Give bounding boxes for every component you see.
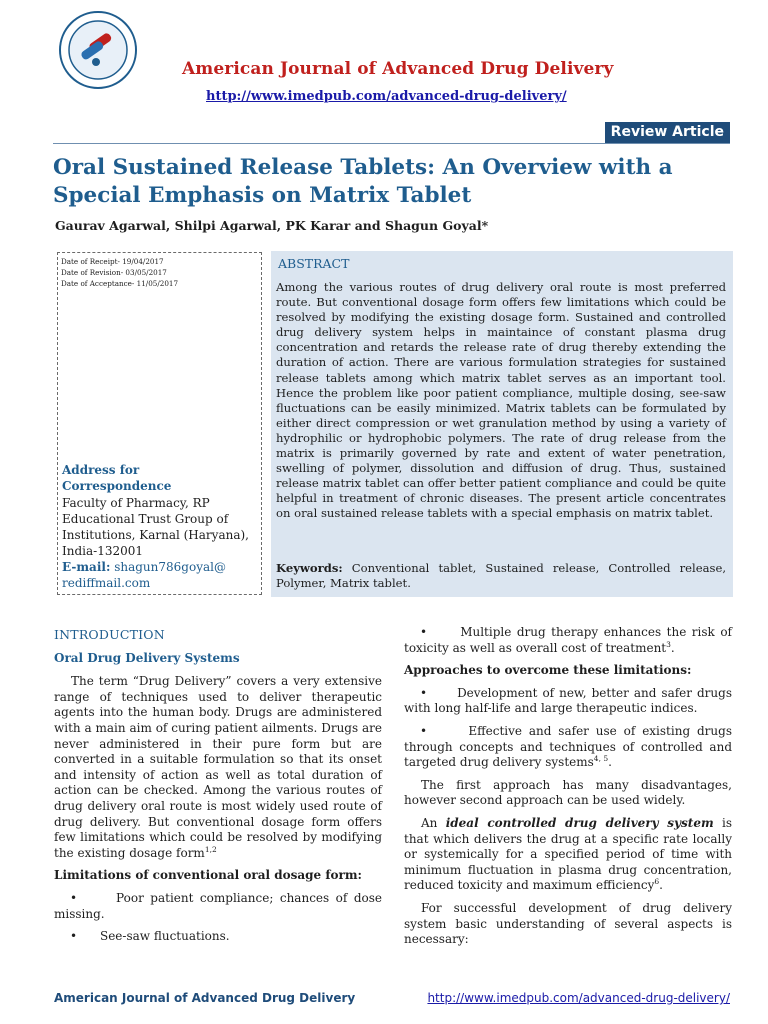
abstract-heading: ABSTRACT (278, 256, 350, 271)
list-item-text: See-saw fluctuations. (99, 929, 230, 944)
email-label: E-mail: (62, 560, 111, 574)
list-item: • Development of new, better and safer drugs with long half-life and large therapeutic indices. (404, 685, 732, 716)
paragraph: For successful development of drug delivery system basic understanding of several aspects is necessary: (404, 900, 732, 947)
citation-ref: 6 (654, 877, 660, 887)
correspondence-label-line1: Address for (62, 463, 140, 477)
article-type-badge: Review Article (605, 122, 730, 143)
footer-journal-name: American Journal of Advanced Drug Delivery (54, 991, 356, 1005)
list-item-text: Effective and safer use of existing drugs through concepts and techniques of controlled and targeted drug delivery systems (404, 723, 732, 770)
date-acceptance: Date of Acceptance- 11/05/2017 (61, 279, 179, 288)
citation-ref: 3 (666, 639, 671, 649)
footer-url-link[interactable]: http://www.imedpub.com/advanced-drug-delivery/ (427, 991, 730, 1005)
correspondence-address: Faculty of Pharmacy, RP Educational Trust Group of Institutions, Karnal (Haryana), India-132001 (62, 496, 249, 558)
section-subheading: Oral Drug Delivery Systems (54, 650, 240, 665)
article-title: Oral Sustained Release Tablets: An Overview with a Special Emphasis on Matrix Tablet (53, 155, 673, 208)
limitations-heading: Limitations of conventional oral dosage form: (54, 868, 362, 883)
list-item: • See-saw fluctuations. (70, 929, 230, 944)
paragraph: An ideal controlled drug delivery system is that which delivers the drug at a specific rate locally or systemically for a specified period of time with minimum fluctuation in plasma drug concentration, reduced toxicity and maximum efficiency$^6$. (404, 815, 732, 893)
paragraph-text: An (421, 815, 446, 830)
keywords-list: Conventional tablet, Sustained release, Controlled release, Polymer, Matrix tablet. (276, 561, 726, 591)
emphasis-text: ideal controlled drug delivery system (445, 815, 714, 830)
approaches-heading: Approaches to overcome these limitations: (404, 663, 692, 678)
list-item: • Poor patient compliance; chances of dose missing. (54, 890, 382, 921)
body-column-right (404, 625, 732, 955)
introduction-heading: INTRODUCTION (54, 627, 165, 642)
intro-paragraph-text: The term “Drug Delivery” covers a very extensive range of techniques used to deliver therapeutic agents into the human body. Drugs are administered with a main aim of curing patient ailments. Drugs are never administered in their pure form but are converted in a suitable formulation so that its onset and intensity of action as well as total duration of action can be checked. Among the various routes of drug delivery oral route is most widely used route of drug delivery. But conventional dosage form offers few limitations which could be resolved by modifying the existing dosage form (54, 674, 382, 860)
keywords-label: Keywords: (276, 561, 343, 575)
list-item: • Effective and safer use of existing drugs through concepts and techniques of controlled and targeted drug delivery systems$^{4, 5}$. (404, 723, 732, 770)
paragraph-text: is that which delivers the drug at a specific rate locally or systemically for a specified period of time with minimum fluctuation in plasma drug concentration, reduced toxicity and maximum efficiency (404, 815, 732, 893)
journal-title: American Journal of Advanced Drug Delivery (182, 59, 614, 79)
author-list: Gaurav Agarwal, Shilpi Agarwal, PK Karar and Shagun Goyal* (55, 218, 489, 233)
keywords (276, 561, 726, 591)
journal-url-link[interactable]: http://www.imedpub.com/advanced-drug-delivery/ (206, 89, 567, 104)
date-revision: Date of Revision- 03/05/2017 (61, 268, 167, 277)
email-link-part1[interactable]: shagun786goyal@ (114, 560, 226, 574)
intro-paragraph (54, 674, 382, 861)
article-dates (61, 256, 178, 289)
correspondence-label-line2: Correspondence (62, 479, 172, 493)
journal-seal-icon (36, 8, 162, 96)
abstract-text: Among the various routes of drug delivery oral route is most preferred route. But conventional dosage form offers few limitations which could be resolved by modifying the existing dosage form. Sustained and controlled drug delivery system helps in maintaince of constant plasma drug concentration and retards the release rate of drug thereby extending the duration of action. There are various formulation strategies for sustained release tablets among which matrix tablet serves as an important tool. Hence the problem like poor patient compliance, multiple dosing, see-saw fluctuations can be easily minimized. Matrix tablets can be formulated by either direct compression or wet granulation method by using a variety of hydrophilic or hydrophobic polymers. The rate of drug release from the matrix is primarily governed by rate and extent of water penetration, swelling of polymer, dissolution and diffusion of drug. Thus, sustained release matrix tablet can offer better patient compliance and could be quite helpful in treatment of chronic diseases. The present article concentrates on oral sustained release tablets with a special emphasis on matrix tablet. (276, 280, 726, 521)
list-item-text: Multiple drug therapy enhances the risk of toxicity as well as overall cost of treatment (404, 625, 732, 655)
correspondence-label (62, 462, 171, 494)
citation-ref: 4, 5 (593, 754, 609, 764)
list-item: • Multiple drug therapy enhances the risk of toxicity as well as overall cost of treatment$^3$. (404, 625, 732, 655)
date-receipt: Date of Receipt- 19/04/2017 (61, 257, 164, 266)
list-item-text: Poor patient compliance; chances of dose missing. (54, 890, 382, 921)
citation-ref: 1,2 (204, 844, 217, 854)
header-divider (53, 143, 730, 144)
body-column-left (54, 627, 382, 952)
email-link-part2[interactable]: rediffmail.com (62, 576, 151, 590)
correspondence-email (62, 559, 262, 591)
paragraph: The first approach has many disadvantages, however second approach can be used widely. (404, 777, 732, 808)
list-item-text: Development of new, better and safer drugs with long half-life and large therapeutic indices. (404, 685, 732, 716)
